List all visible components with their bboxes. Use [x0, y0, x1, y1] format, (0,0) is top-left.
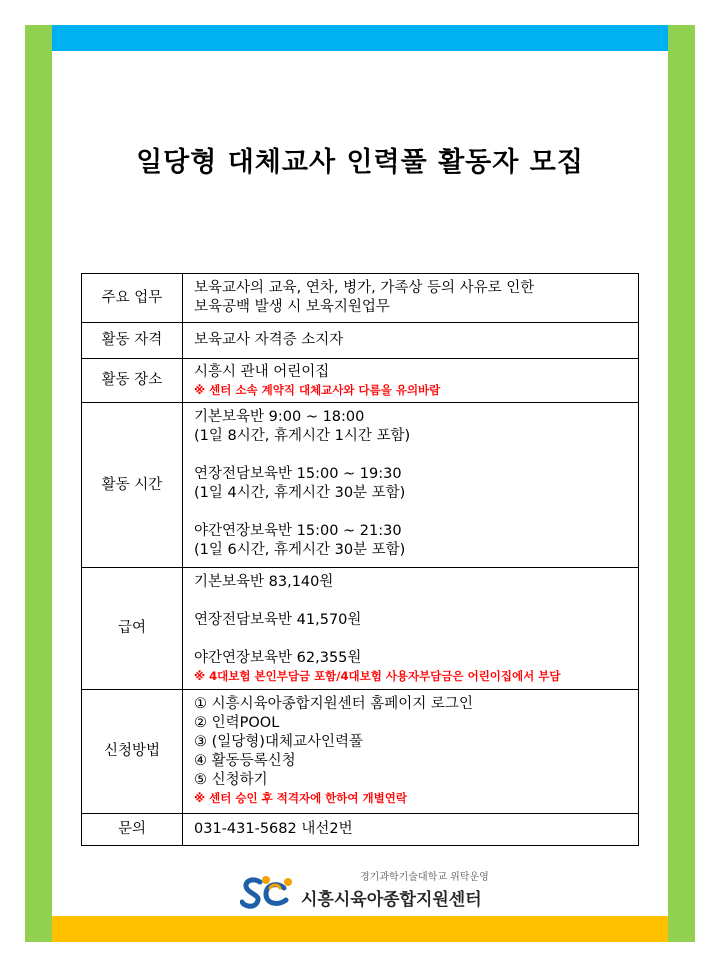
- apply-step: ① 시흥시육아종합지원센터 홈페이지 로그인: [194, 696, 473, 712]
- table-row-pay: [82, 568, 639, 690]
- apply-step: ③ (일당형)대체교사인력풀: [194, 734, 363, 750]
- hours-line: 연장전담보육반 15:00 ~ 19:30: [194, 466, 402, 482]
- apply-step: ⑤ 신청하기: [194, 772, 268, 788]
- hours-line: 야간연장보육반 15:00 ~ 21:30: [194, 523, 402, 539]
- top-border-band: [52, 25, 668, 51]
- contact-line: 031-431-5682 내선2번: [194, 821, 353, 837]
- apply-note: ※ 센터 승인 후 적격자에 한하여 개별연락: [194, 791, 407, 805]
- operator-text: 경기과학기술대학교 위탁운영: [360, 872, 489, 883]
- row-content-place: [183, 359, 639, 403]
- place-line: 시흥시 관내 어린이집: [194, 364, 330, 380]
- table-row-qualification: [82, 323, 639, 359]
- hours-line: (1일 8시간, 휴게시간 1시간 포함): [194, 428, 411, 444]
- hours-line: 기본보육반 9:00 ~ 18:00: [194, 409, 365, 425]
- qualification-line: 보육교사 자격증 소지자: [194, 332, 344, 348]
- row-content-duty: [183, 274, 639, 323]
- table-row-apply: [82, 690, 639, 814]
- pay-note: ※ 4대보험 본인부담금 포함/4대보험 사용자부담금은 어린이집에서 부담: [194, 669, 561, 683]
- sc-logo-icon: [240, 874, 298, 910]
- pay-line: 기본보육반 83,140원: [194, 574, 334, 590]
- table-row-hours: [82, 403, 639, 568]
- row-content-pay: [183, 568, 639, 690]
- place-note: ※ 센터 소속 계약직 대체교사와 다름을 유의바람: [194, 383, 441, 397]
- recruitment-info-table: [81, 273, 639, 846]
- apply-step: ② 인력POOL: [194, 715, 280, 731]
- row-label-place: 활동 장소: [82, 359, 183, 403]
- row-content-hours: [183, 403, 639, 568]
- duty-line: 보육공백 발생 시 보육지원업무: [194, 299, 390, 315]
- row-content-apply: [183, 690, 639, 814]
- row-content-contact: [183, 814, 639, 846]
- row-label-duty: 주요 업무: [82, 274, 183, 323]
- pay-line: 야간연장보육반 62,355원: [194, 650, 362, 666]
- table-row-place: [82, 359, 639, 403]
- left-border-band: [25, 25, 52, 942]
- table-row-duty: [82, 274, 639, 323]
- row-label-apply: 신청방법: [82, 690, 183, 814]
- hours-line: (1일 4시간, 휴게시간 30분 포함): [194, 485, 406, 501]
- page-title: 일당형 대체교사 인력풀 활동자 모집: [136, 147, 584, 178]
- apply-step: ④ 활동등록신청: [194, 753, 296, 769]
- pay-line: 연장전담보육반 41,570원: [194, 612, 362, 628]
- row-label-hours: 활동 시간: [82, 403, 183, 568]
- bottom-border-band: [52, 916, 668, 942]
- duty-line: 보육교사의 교육, 연차, 병가, 가족상 등의 사유로 인한: [194, 280, 535, 296]
- row-label-contact: 문의: [82, 814, 183, 846]
- row-label-pay: 급여: [82, 568, 183, 690]
- right-border-band: [668, 25, 695, 942]
- hours-line: (1일 6시간, 휴게시간 30분 포함): [194, 542, 406, 558]
- center-name: 시흥시육아종합지원센터: [301, 890, 482, 910]
- row-label-qualification: 활동 자격: [82, 323, 183, 359]
- table-row-contact: [82, 814, 639, 846]
- row-content-qualification: [183, 323, 639, 359]
